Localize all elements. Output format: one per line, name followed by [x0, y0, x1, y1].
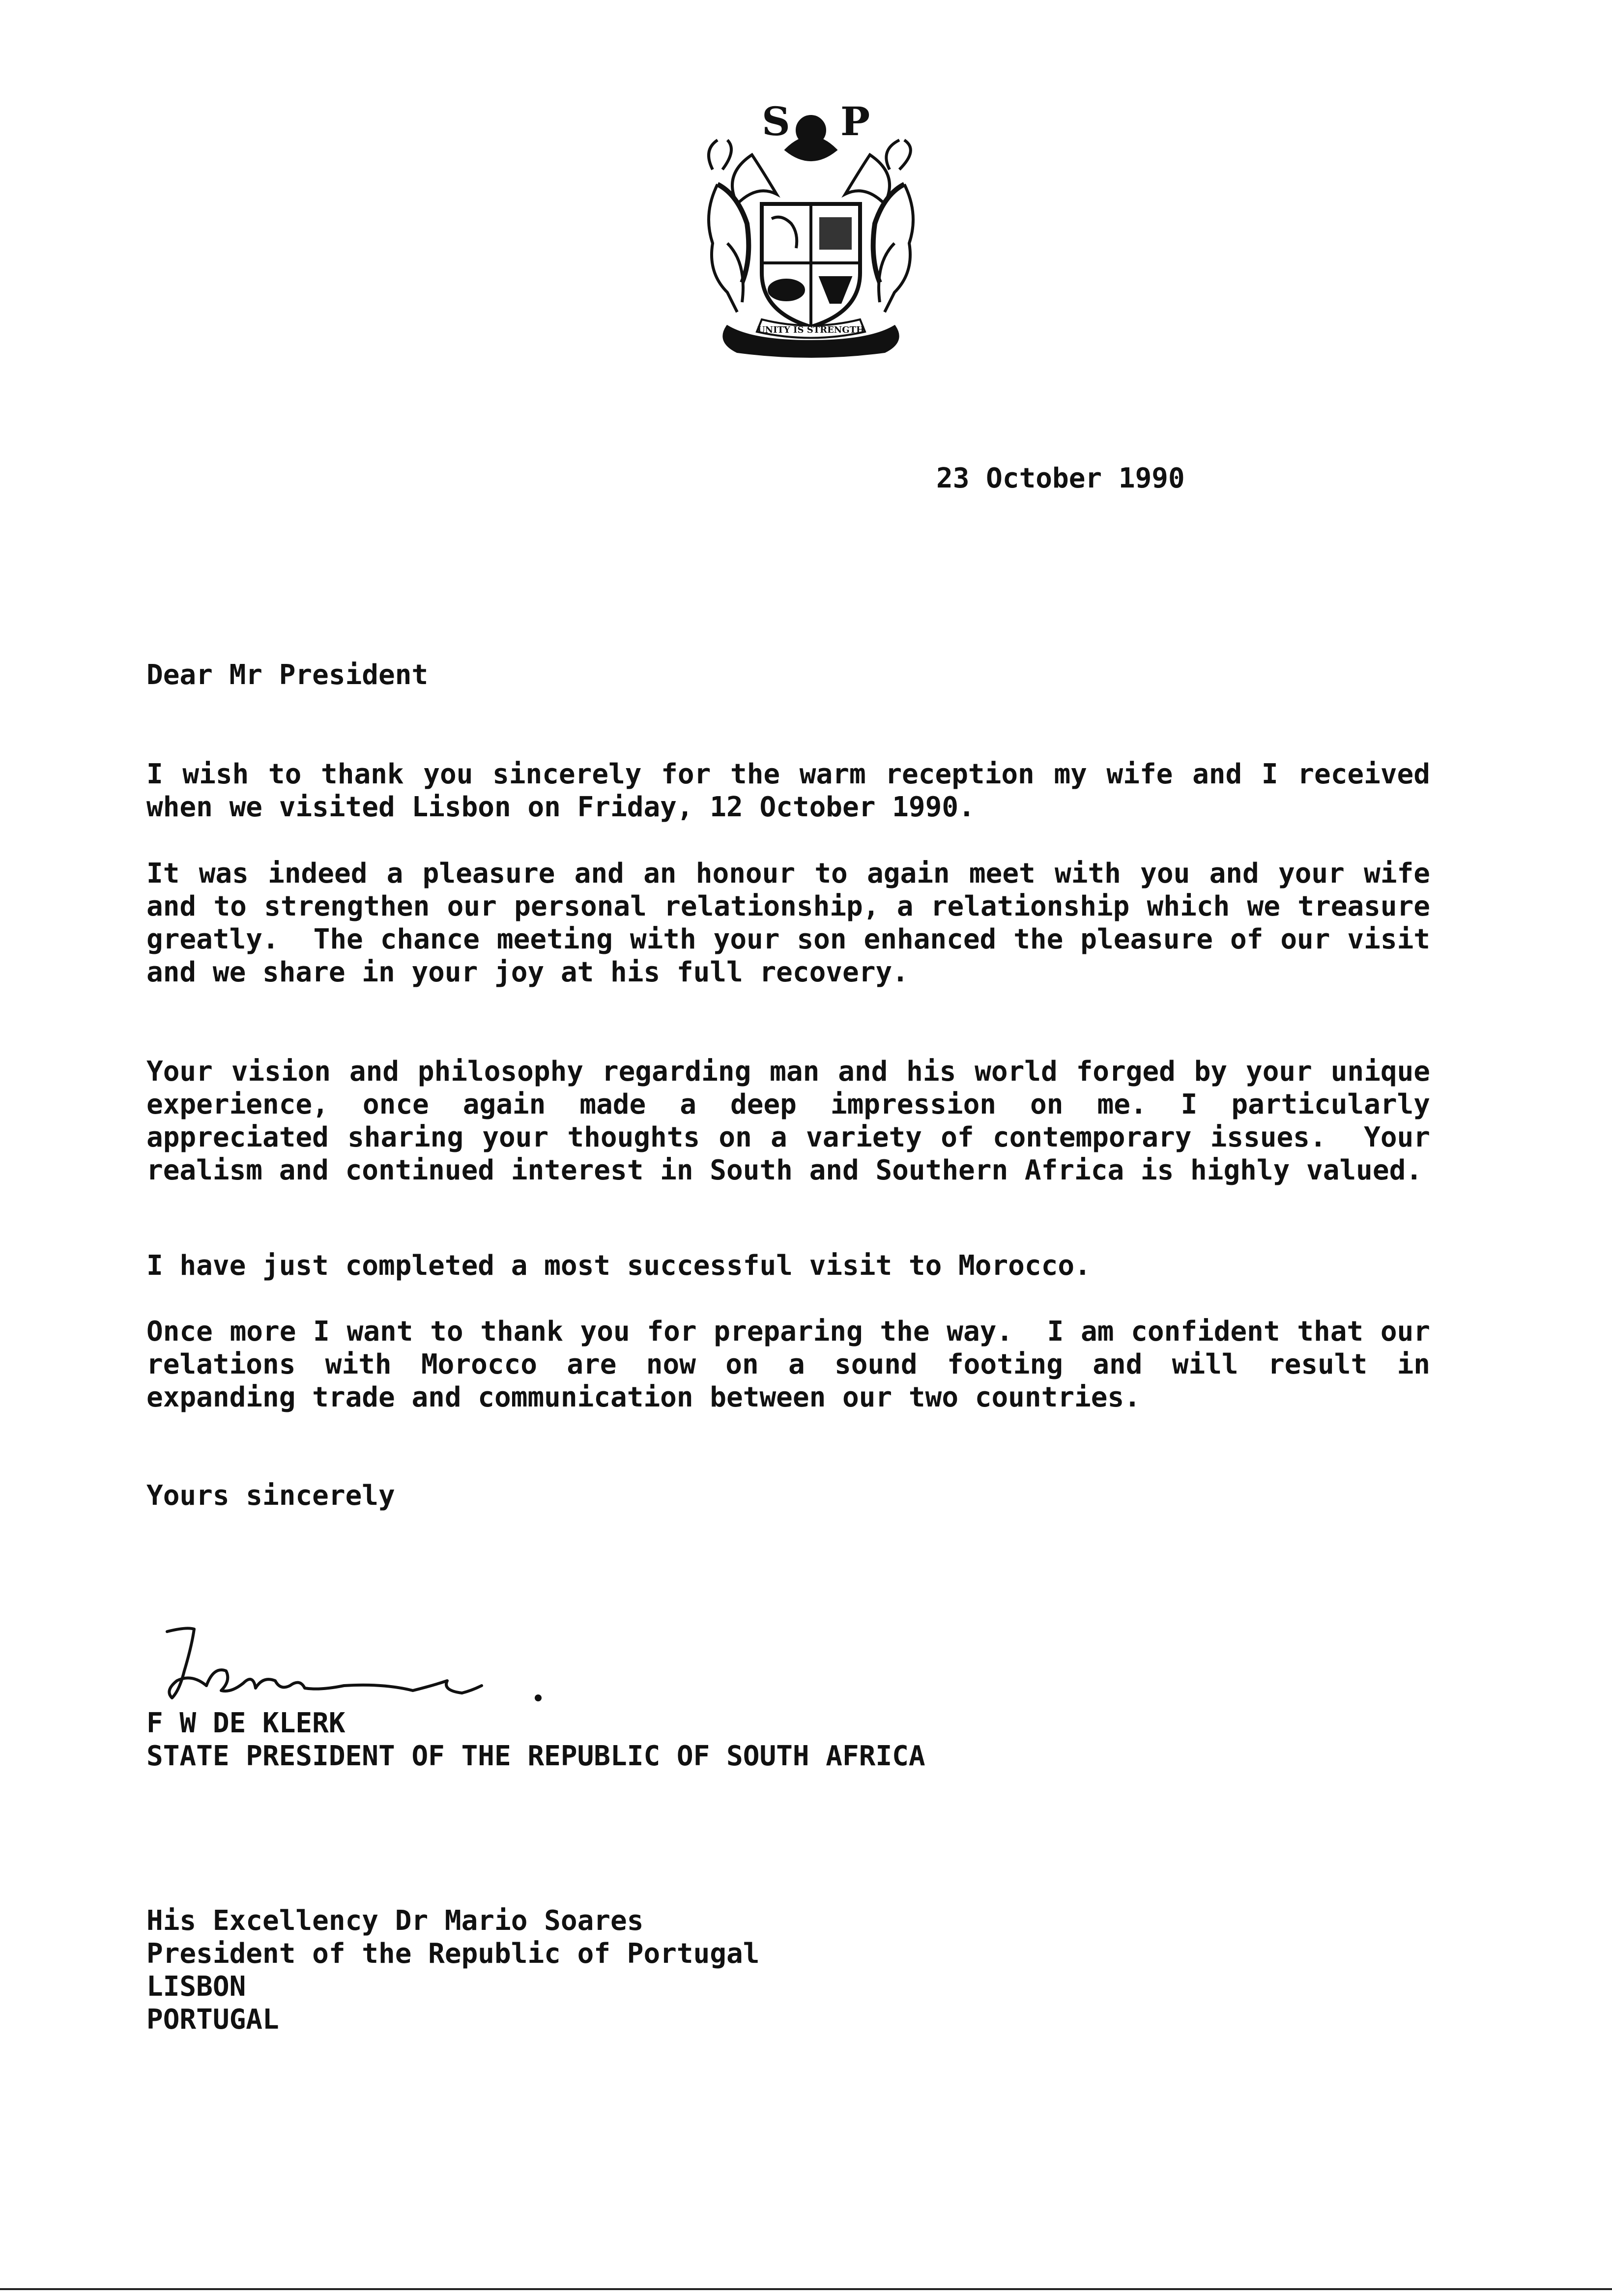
- signature-icon: [157, 1617, 560, 1715]
- paragraph-1: I wish to thank you sincerely for the warm reception my wife and I received when we visited Lisbon on Friday, 12 October 1990.: [146, 758, 1447, 823]
- paragraph-2: It was indeed a pleasure and an honour to again meet with you and your wife and to strengthen our personal relationship, a relationship which we treasure greatly. The chance meeting with your son enhanced the pleasure of our visit and we share in your joy at his full recovery.: [146, 858, 1447, 988]
- paragraph-3: Your vision and philosophy regarding man and his world forged by your unique experience, once again made a deep impression on me. I particularly appreciated sharing your thoughts on a variety of contemporary issues. Your realism and continued interest in South and Southern Africa is highly valued.: [146, 1056, 1447, 1186]
- closing: Yours sincerely: [146, 1480, 395, 1512]
- recipient-line-3: LISBON: [146, 1971, 246, 2003]
- signatory-name: F W DE KLERK: [146, 1707, 345, 1739]
- recipient-line-4: PORTUGAL: [146, 2004, 279, 2036]
- salutation: Dear Mr President: [146, 659, 429, 691]
- coat-of-arms-icon: [693, 96, 929, 361]
- paragraph-5: Once more I want to thank you for preparing the way. I am confident that our relations with Morocco are now on a sound footing and will result in expanding trade and communication between our two countries.: [146, 1316, 1447, 1413]
- signatory-title: STATE PRESIDENT OF THE REPUBLIC OF SOUTH AFRICA: [146, 1740, 925, 1772]
- recipient-line-2: President of the Republic of Portugal: [146, 1938, 760, 1970]
- letter-date: 23 October 1990: [936, 462, 1185, 494]
- page-edge-divider: [0, 2288, 1612, 2290]
- paragraph-4: I have just completed a most successful visit to Morocco.: [146, 1250, 1091, 1282]
- crest-letter-p: P: [840, 98, 870, 144]
- crest-motto: UNITY IS STRENGTH: [757, 325, 865, 335]
- recipient-line-1: His Excellency Dr Mario Soares: [146, 1905, 644, 1937]
- crest-letter-s: S: [762, 98, 790, 144]
